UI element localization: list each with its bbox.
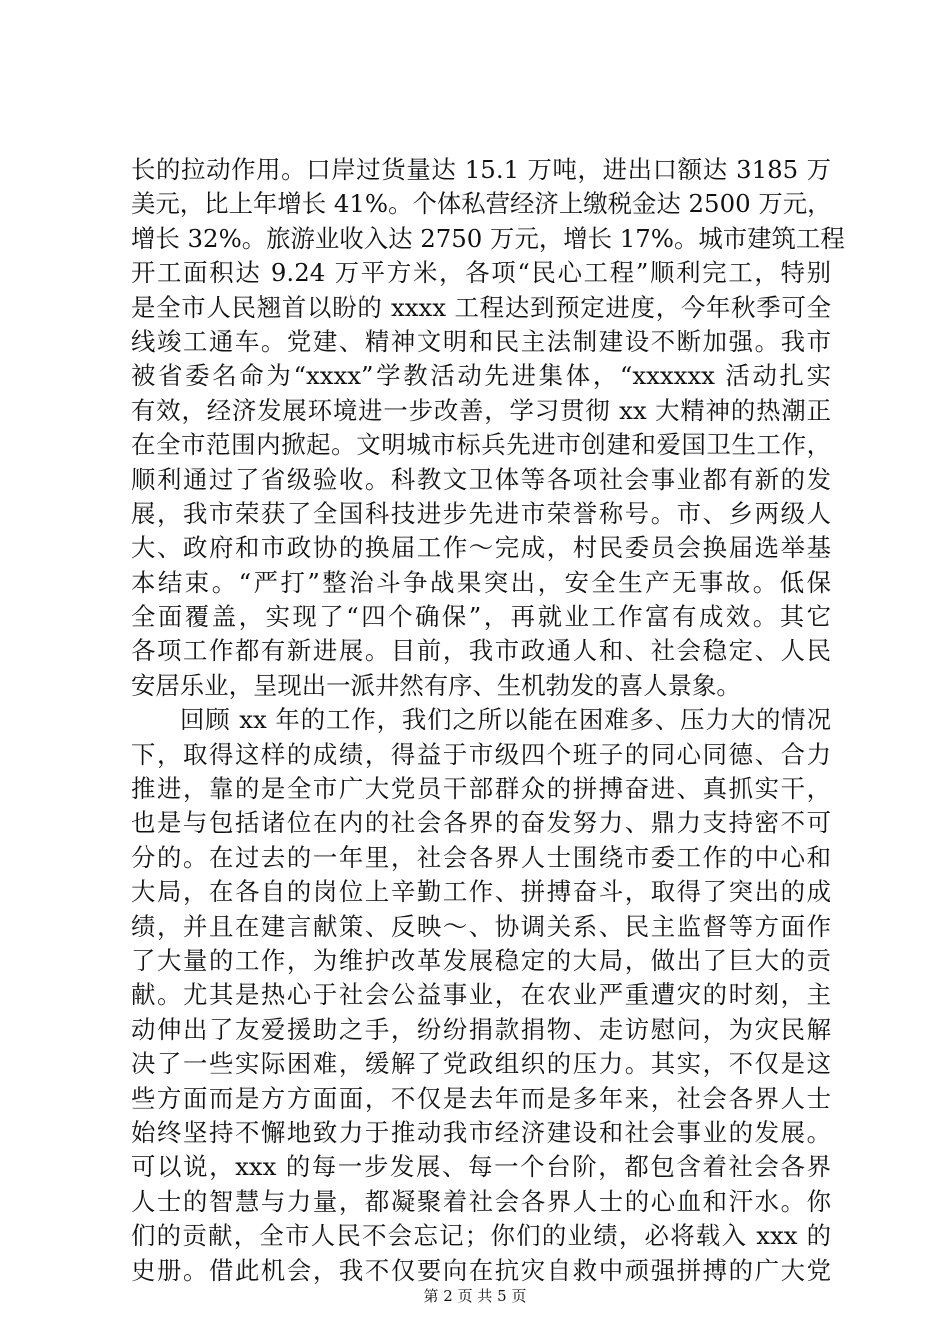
text-line: 在全市范围内掀起。文明城市标兵先进市创建和爱国卫生工作， [131,430,831,460]
body-text [131,153,845,1288]
text-line: 献。尤其是热心于社会公益事业，在农业严重遭灾的时刻，主 [131,980,831,1010]
text-line: 也是与包括诸位在内的社会各界的奋发努力、鼎力支持密不可 [131,808,831,838]
text-line: 动伸出了友爱援助之手，纷纷捐款捐物、走访慰问，为灾民解 [131,1014,831,1044]
text-line: 被省委名命为“xxxx”学教活动先进集体，“xxxxxx 活动扎实 [131,361,831,391]
text-line: 大、政府和市政协的换届工作～完成，村民委员会换届选举基 [131,533,831,563]
text-line: 线竣工通车。党建、精神文明和民主法制建设不断加强。我市 [131,326,831,356]
text-line: 长的拉动作用。口岸过货量达 15.1 万吨，进出口额达 3185 万 [131,155,831,184]
text-line: 决了一些实际困难，缓解了党政组织的压力。其实，不仅是这 [131,1049,831,1079]
text-line: 顺利通过了省级验收。科教文卫体等各项社会事业都有新的发 [131,464,831,494]
text-line: 开工面积达 9.24 万平方米，各项“民心工程”顺利完工，特别 [131,258,831,288]
text-line: 分的。在过去的一年里，社会各界人士围绕市委工作的中心和 [131,842,831,872]
text-line: 本结束。“严打”整治斗争战果突出，安全生产无事故。低保 [131,567,831,597]
text-line: 始终坚持不懈地致力于推动我市经济建设和社会事业的发展。 [131,1117,831,1147]
text-line: 可以说，xxx 的每一步发展、每一个台阶，都包含着社会各界 [131,1152,831,1182]
text-line: 些方面而是方方面面，不仅是去年而是多年来，社会各界人士 [131,1083,831,1113]
text-line: 有效，经济发展环境进一步改善，学习贯彻 xx 大精神的热潮正 [131,395,831,425]
page-number-footer: 第 2 页 共 5 页 [423,1287,527,1305]
text-line: 全面覆盖，实现了“四个确保”，再就业工作富有成效。其它 [131,602,831,632]
text-line: 美元，比上年增长 41%。个体私营经济上缴税金达 2500 万元， [131,189,832,219]
text-line: 史册。借此机会，我不仅要向在抗灾自救中顽强拼搏的广大党 [131,1255,831,1285]
text-line: 们的贡献，全市人民不会忘记；你们的业绩，必将载入 xxx 的 [131,1221,831,1251]
text-line: 下，取得这样的成绩，得益于市级四个班子的同心同德、合力 [131,739,831,769]
paragraph-start-line: 回顾 xx 年的工作，我们之所以能在困难多、压力大的情况 [180,705,831,735]
text-line: 各项工作都有新进展。目前，我市政通人和、社会稳定、人民 [131,636,831,666]
text-line: 是全市人民翘首以盼的 xxxx 工程达到预定进度，今年秋季可全 [131,292,831,322]
text-line: 增长 32%。旅游业收入达 2750 万元，增长 17%。城市建筑工程 [131,223,845,253]
text-line: 推进，靠的是全市广大党员干部群众的拼搏奋进、真抓实干， [131,774,831,804]
text-line: 大局，在各自的岗位上辛勤工作、拼搏奋斗，取得了突出的成 [131,877,831,907]
text-line: 绩，并且在建言献策、反映～、协调关系、民主监督等方面作 [131,911,831,941]
text-line: 了大量的工作，为维护改革发展稳定的大局，做出了巨大的贡 [131,945,831,975]
text-line: 展，我市荣获了全国科技进步先进市荣誉称号。市、乡两级人 [131,498,831,528]
paragraph-end-line: 安居乐业，呈现出一派井然有序、生机勃发的喜人景象。 [131,670,741,700]
text-line: 人士的智慧与力量，都凝聚着社会各界人士的心血和汗水。你 [131,1186,831,1216]
